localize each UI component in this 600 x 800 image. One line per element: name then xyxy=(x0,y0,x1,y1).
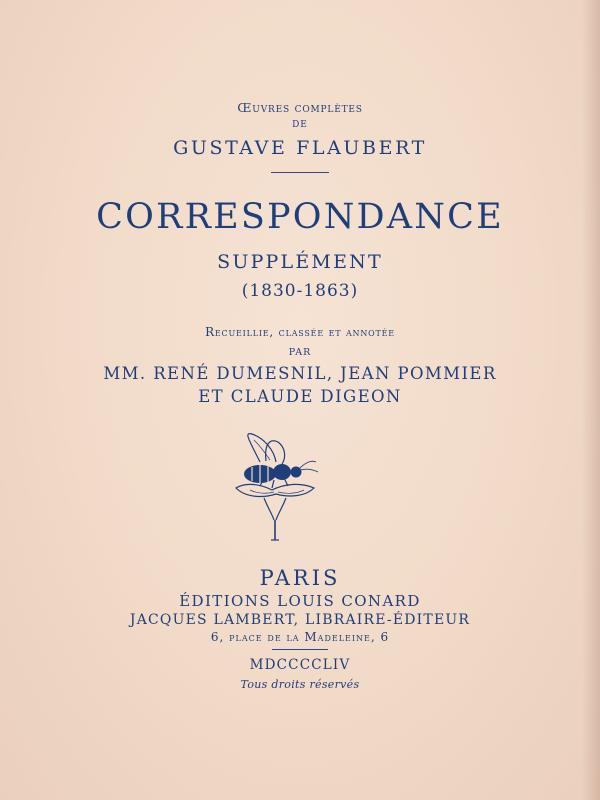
series-title: Œuvres complètes xyxy=(237,100,363,115)
rights-notice: Tous droits réservés xyxy=(240,678,360,691)
publication-year: MDCCCCLIV xyxy=(249,657,351,673)
editors-line-2: ET CLAUDE DIGEON xyxy=(198,387,402,406)
imprint-publisher: ÉDITIONS LOUIS CONARD xyxy=(179,592,421,610)
date-range: (1830-1863) xyxy=(241,281,359,301)
editors-line-1: MM. RENÉ DUMESNIL, JEAN POMMIER xyxy=(103,364,497,383)
imprint-bookseller: JACQUES LAMBERT, LIBRAIRE-ÉDITEUR xyxy=(129,612,471,628)
editorial-note: Recueillie, classée et annotée xyxy=(205,325,395,339)
imprint-city: PARIS xyxy=(259,566,341,590)
author-name: GUSTAVE FLAUBERT xyxy=(173,137,427,159)
editor-connector: PAR xyxy=(288,347,312,358)
author-connector: DE xyxy=(292,120,308,130)
bee-on-flower-icon xyxy=(230,428,320,544)
book-subtitle: SUPPLÉMENT xyxy=(217,251,383,273)
divider-rule xyxy=(271,172,329,173)
book-title: CORRESPONDANCE xyxy=(96,197,504,237)
divider-rule xyxy=(272,649,328,650)
imprint-address: 6, place de la Madeleine, 6 xyxy=(210,630,390,644)
